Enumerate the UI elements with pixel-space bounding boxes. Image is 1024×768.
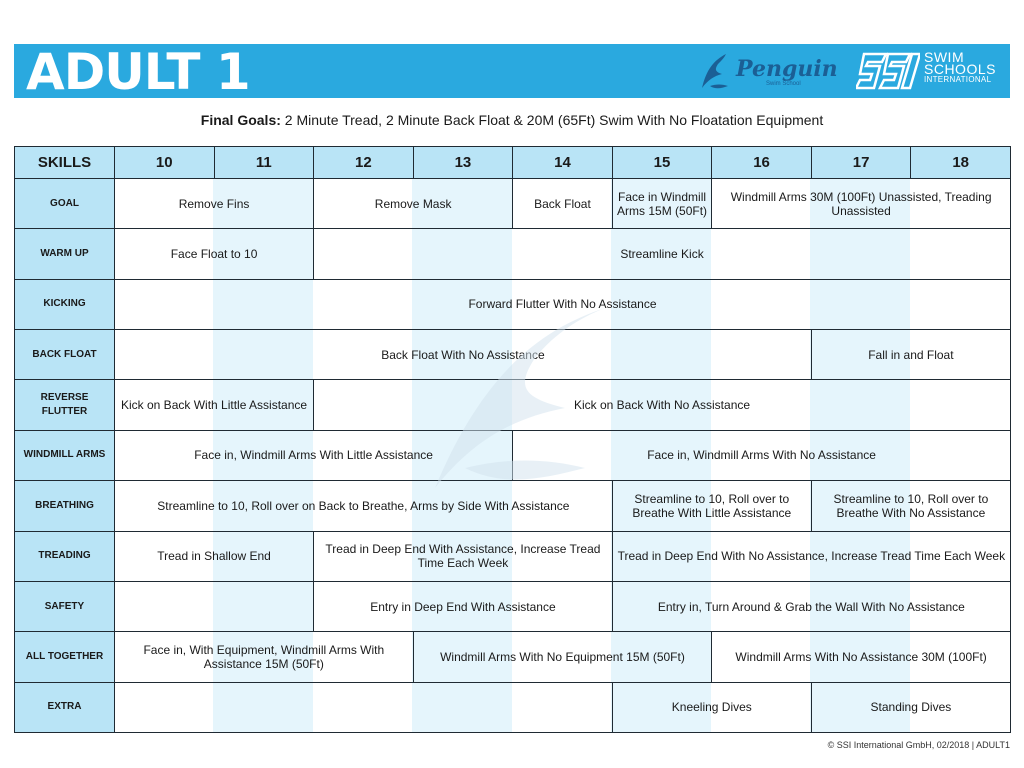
skill-cell: Face in Windmill Arms 15M (50Ft): [612, 178, 713, 229]
ssi-logo-line3: INTERNATIONAL: [924, 75, 992, 84]
penguin-watermark-icon: [395, 298, 655, 498]
penguin-logo-subtext: Swim School: [766, 81, 801, 87]
skill-cell: Face in, Windmill Arms With Little Assistance: [114, 430, 513, 481]
column-header-16: 16: [711, 146, 812, 179]
skill-cell: Kneeling Dives: [612, 682, 812, 733]
skill-cell: Remove Mask: [313, 178, 513, 229]
skill-cell: Back Float With No Assistance: [114, 329, 812, 380]
row-label-extra: EXTRA: [14, 682, 115, 733]
row-label-treading: TREADING: [14, 531, 115, 582]
page-title: ADULT 1: [26, 43, 250, 101]
skill-cell: Entry in Deep End With Assistance: [313, 581, 613, 632]
column-header-18: 18: [910, 146, 1011, 179]
row-label-safety: SAFETY: [14, 581, 115, 632]
skills-header: SKILLS: [14, 146, 115, 179]
skill-cell: Streamline to 10, Roll over to Breathe With Little Assistance: [612, 480, 812, 531]
skill-cell: Kick on Back With No Assistance: [313, 379, 1011, 430]
column-header-11: 11: [214, 146, 315, 179]
column-header-17: 17: [811, 146, 912, 179]
ssi-logo-line2: SCHOOLS: [924, 61, 996, 77]
column-header-10: 10: [114, 146, 215, 179]
title-banner: [14, 43, 1010, 101]
column-header-12: 12: [313, 146, 414, 179]
row-label-warm-up: WARM UP: [14, 228, 115, 279]
column-header-13: 13: [413, 146, 514, 179]
skill-cell: [114, 581, 314, 632]
copyright-footer: © SSI International GmbH, 02/2018 | ADULT1: [827, 740, 1010, 750]
column-header-15: 15: [612, 146, 713, 179]
row-label-windmill-arms: WINDMILL ARMS: [14, 430, 115, 481]
skill-cell: Back Float: [512, 178, 613, 229]
skill-cell: Remove Fins: [114, 178, 314, 229]
row-label-reverse-flutter: REVERSE FLUTTER: [14, 379, 115, 430]
penguin-logo-text: Penguin: [736, 56, 838, 82]
ssi-logo: [856, 48, 1006, 94]
skill-cell: Streamline to 10, Roll over to Breathe With No Assistance: [811, 480, 1011, 531]
penguin-icon: [696, 50, 736, 94]
skill-cell: Windmill Arms 30M (100Ft) Unassisted, Treading Unassisted: [711, 178, 1011, 229]
skill-cell: Tread in Deep End With Assistance, Increase Tread Time Each Week: [313, 531, 613, 582]
skill-cell: Windmill Arms With No Assistance 30M (100Ft): [711, 631, 1011, 682]
final-goals-label: Final Goals:: [200, 112, 281, 128]
row-label-kicking: KICKING: [14, 279, 115, 330]
row-label-back-float: BACK FLOAT: [14, 329, 115, 380]
row-label-breathing: BREATHING: [14, 480, 115, 531]
ssi-logo-text: [924, 51, 996, 85]
column-header-14: 14: [512, 146, 613, 179]
skill-cell: Face Float to 10: [114, 228, 314, 279]
skill-cell: Tread in Shallow End: [114, 531, 314, 582]
skill-cell: Standing Dives: [811, 682, 1011, 733]
ssi-logo-line1: SWIM: [924, 49, 965, 65]
skill-cell: Kick on Back With Little Assistance: [114, 379, 314, 430]
skill-cell: Tread in Deep End With No Assistance, Increase Tread Time Each Week: [612, 531, 1011, 582]
skill-cell: Forward Flutter With No Assistance: [114, 279, 1011, 330]
skill-cell: Streamline to 10, Roll over on Back to Breathe, Arms by Side With Assistance: [114, 480, 613, 531]
skill-cell: Streamline Kick: [313, 228, 1011, 279]
skill-cell: Fall in and Float: [811, 329, 1011, 380]
final-goals: [0, 112, 1024, 128]
row-label-all-together: ALL TOGETHER: [14, 631, 115, 682]
skill-cell: Face in, Windmill Arms With No Assistance: [512, 430, 1011, 481]
skill-cell: Entry in, Turn Around & Grab the Wall With No Assistance: [612, 581, 1011, 632]
final-goals-text: 2 Minute Tread, 2 Minute Back Float & 20M (65Ft) Swim With No Floatation Equipment: [284, 112, 824, 128]
skill-cell: [114, 682, 613, 733]
skill-cell: Windmill Arms With No Equipment 15M (50Ft): [413, 631, 713, 682]
ssi-mark-icon: [856, 48, 920, 94]
row-label-goal: GOAL: [14, 178, 115, 229]
skill-cell: Face in, With Equipment, Windmill Arms With Assistance 15M (50Ft): [114, 631, 414, 682]
penguin-logo: [696, 50, 838, 94]
